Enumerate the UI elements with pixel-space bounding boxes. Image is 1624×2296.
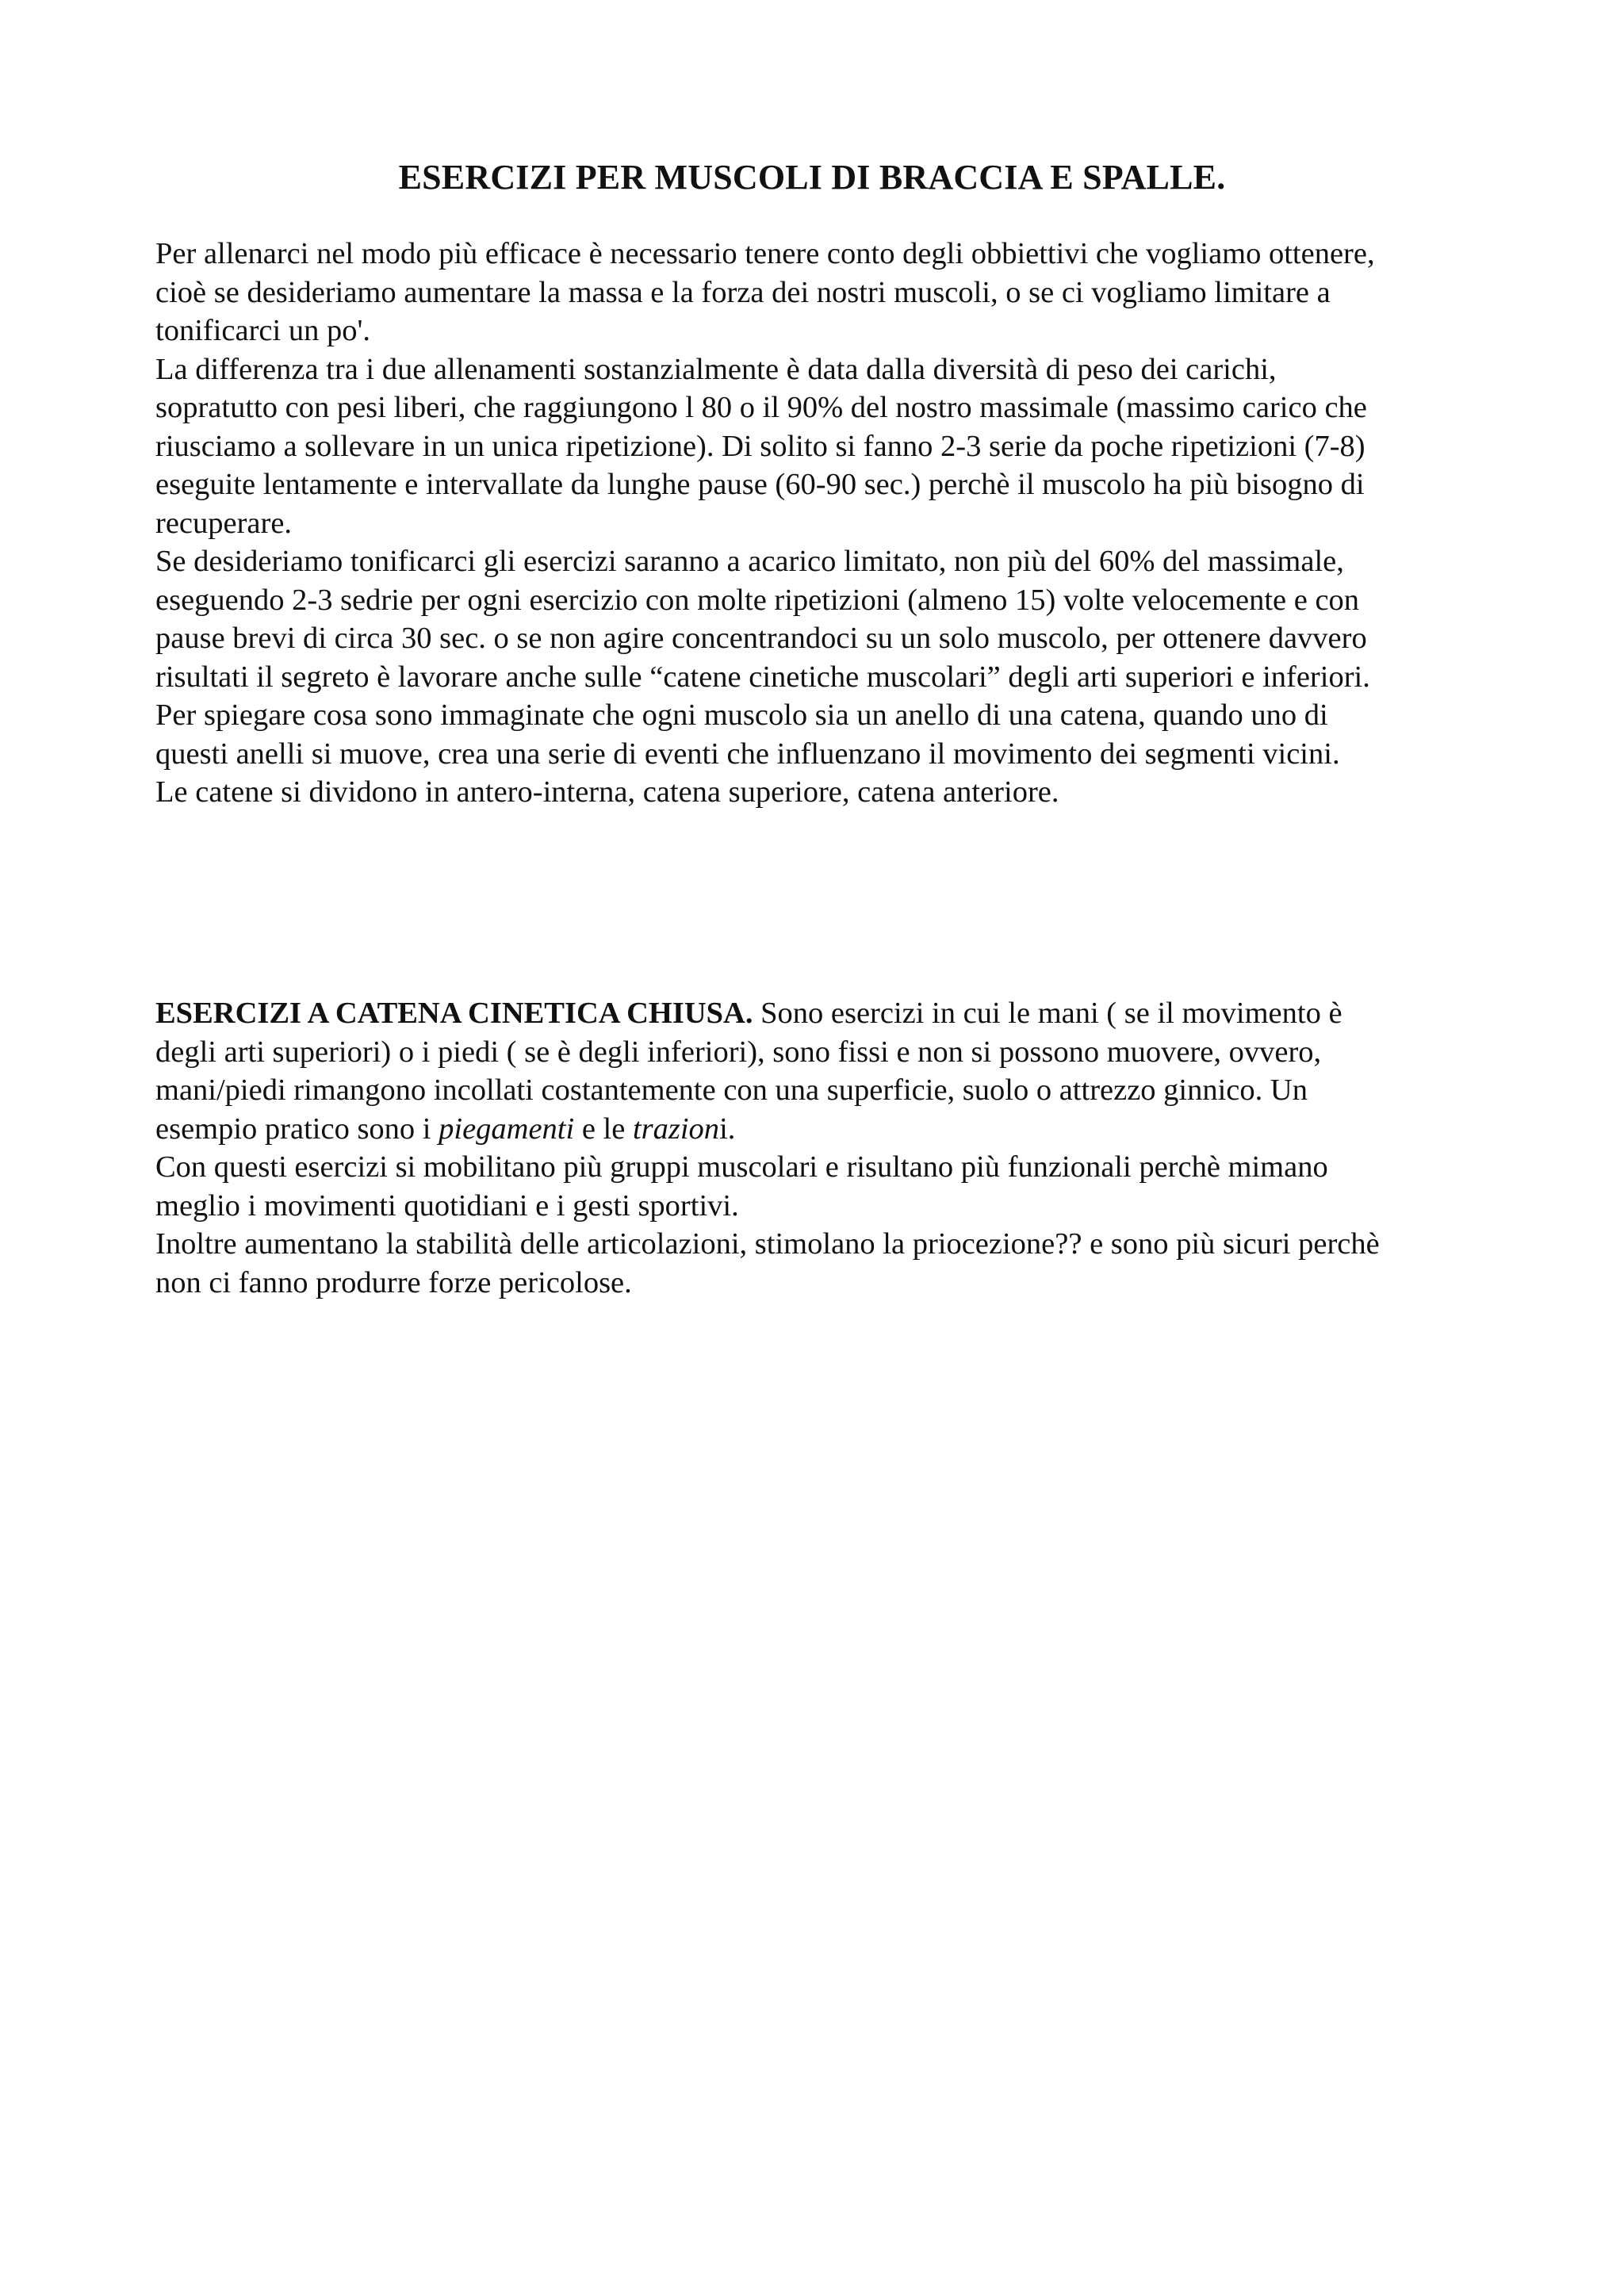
section-heading: ESERCIZI A CATENA CINETICA CHIUSA. (155, 997, 753, 1030)
italic-term-trazioni: trazion (632, 1112, 720, 1146)
text-line: degli arti superiori) o i piedi ( se è degli inferiori), sono fissi e non si possono muovere, ovvero, (155, 1035, 1322, 1069)
intro-paragraph (155, 235, 1503, 812)
text-line: tonificarci un po'. (155, 314, 371, 347)
text-line: Le catene si dividono in antero-interna, catena superiore, catena anteriore. (155, 775, 1059, 809)
text-fragment: i. (719, 1112, 736, 1146)
closed-chain-section (155, 994, 1503, 1302)
text-fragment: esempio pratico sono i (155, 1112, 439, 1146)
italic-term-piegamenti: piegamenti (439, 1112, 575, 1146)
text-line: recuperare. (155, 506, 293, 540)
text-line: pause brevi di circa 30 sec. o se non agire concentrandoci su un solo muscolo, per ottenere davvero (155, 622, 1367, 655)
text-line: eseguendo 2-3 sedrie per ogni esercizio con molte ripetizioni (almeno 15) volte velocemente e con (155, 583, 1360, 617)
text-line: risultati il segreto è lavorare anche sulle “catene cinetiche muscolari” degli arti superiori e inferiori. (155, 660, 1370, 694)
text-line: Se desideriamo tonificarci gli esercizi saranno a acarico limitato, non più del 60% del massimale, (155, 545, 1344, 578)
section-heading-tail: Sono esercizi in cui le mani ( se il movimento è (753, 997, 1342, 1030)
text-line: Per spiegare cosa sono immaginate che ogni muscolo sia un anello di una catena, quando uno di (155, 698, 1328, 732)
text-line: eseguite lentamente e intervallate da lunghe pause (60-90 sec.) perchè il muscolo ha più bisogno di (155, 468, 1365, 501)
text-line: Con questi esercizi si mobilitano più gruppi muscolari e risultano più funzionali perchè mimano (155, 1150, 1328, 1184)
text-line: non ci fanno produrre forze pericolose. (155, 1265, 632, 1299)
text-fragment: e le (574, 1112, 633, 1146)
document-title: ESERCIZI PER MUSCOLI DI BRACCIA E SPALLE. (398, 158, 1226, 197)
example-line (155, 1110, 1503, 1149)
text-line: mani/piedi rimangono incollati costantemente con una superficie, suolo o attrezzo ginnico. Un (155, 1073, 1308, 1107)
text-line: Inoltre aumentano la stabilità delle articolazioni, stimolano la priocezione?? e sono più sicuri perchè (155, 1227, 1380, 1261)
text-line: sopratutto con pesi liberi, che raggiungono l 80 o il 90% del nostro massimale (massimo carico che (155, 391, 1367, 424)
text-line: riusciamo a sollevare in un unica ripetizione). Di solito si fanno 2-3 serie da poche ripetizioni (7-8) (155, 429, 1365, 463)
text-line: La differenza tra i due allenamenti sostanzialmente è data dalla diversità di peso dei carichi, (155, 352, 1277, 386)
text-line: Per allenarci nel modo più efficace è necessario tenere conto degli obbiettivi che vogliamo ottenere, (155, 237, 1375, 270)
text-line: cioè se desideriamo aumentare la massa e la forza dei nostri muscoli, o se ci vogliamo limitare a (155, 275, 1331, 309)
text-line: meglio i movimenti quotidiani e i gesti sportivi. (155, 1188, 739, 1223)
text-line: questi anelli si muove, crea una serie di eventi che influenzano il movimento dei segmenti vicini. (155, 737, 1340, 771)
section-first-line (155, 994, 1503, 1033)
